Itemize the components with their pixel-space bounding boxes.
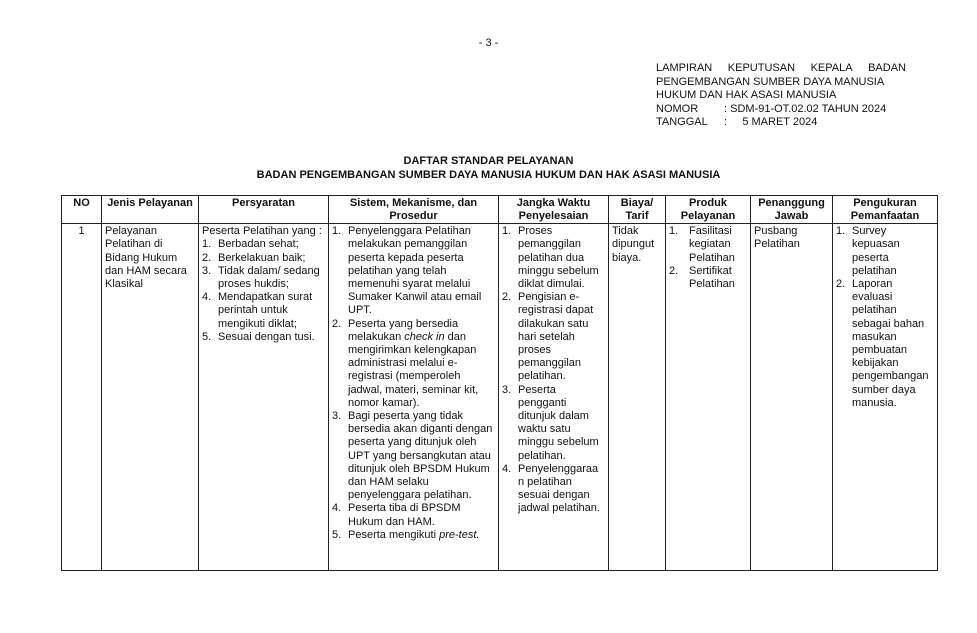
list-item: 2. Berkelakuan baik; xyxy=(202,251,306,264)
cell-pengukuran xyxy=(833,224,938,571)
header-penanggung-jawab: Penanggung Jawab xyxy=(751,196,833,224)
header-jenis: Jenis Pelayanan xyxy=(102,196,199,224)
list-item: 3. Peserta pengganti ditunjuk dalam waktu satu minggu sebelum pelatihan. xyxy=(502,383,599,462)
header-produk: Produk Pelayanan xyxy=(666,196,751,224)
header-biaya: Biaya/ Tarif xyxy=(609,196,666,224)
list-item: 5. Peserta mengikuti pre-test. xyxy=(332,528,480,541)
list-item: 4. Peserta tiba di BPSDM Hukum dan HAM. xyxy=(332,502,461,528)
header-no: NO xyxy=(62,196,102,224)
list-item: 1. Berbadan sehat; xyxy=(202,238,299,251)
cell-jenis: Pelayanan Pelatihan di Bidang Hukum dan HAM secara Klasikal xyxy=(102,224,199,571)
pengukuran-list xyxy=(836,225,934,410)
list-item: 1. Survey kepuasan peserta pelatihan xyxy=(836,225,900,277)
list-item: 2. Peserta yang bersedia melakukan check in dan mengirimkan kelengkapan administrasi melalui e-registrasi (memperoleh jadwal, materi, seminar kit, nomor kamar). xyxy=(332,317,479,409)
produk-list xyxy=(669,225,747,291)
attachment-header xyxy=(656,62,906,130)
table-row xyxy=(62,224,938,571)
cell-penanggung-jawab: Pusbang Pelatihan xyxy=(751,224,833,571)
list-item: 5. Sesuai dengan tusi. xyxy=(202,330,315,343)
list-item: 1. Fasilitasi kegiatan Pelatihan xyxy=(669,225,735,264)
page-number: - 3 - xyxy=(478,37,499,49)
attachment-line-3: HUKUM DAN HAK ASASI MANUSIA xyxy=(656,89,837,101)
cell-produk xyxy=(666,224,751,571)
attachment-tanggal: TANGGAL : 5 MARET 2024 xyxy=(656,116,818,128)
list-item: 4. Penyelenggaraa n pelatihan sesuai dengan jadwal pelatihan. xyxy=(502,462,600,515)
attachment-nomor: NOMOR : SDM-91-OT.02.02 TAHUN 2024 xyxy=(656,102,887,115)
list-item: 1. Penyelenggara Pelatihan melakukan pemanggilan peserta kepada peserta pelatihan yang telah memenuhi syarat melalui Sumaker Kanwil atau email UPT. xyxy=(332,225,482,317)
cell-prosedur xyxy=(329,224,499,571)
prosedur-list xyxy=(332,225,495,542)
jangka-waktu-list xyxy=(502,225,605,515)
list-item: 2. Pengisian e-registrasi dapat dilakukan satu hari setelah proses pemanggilan pelatihan. xyxy=(502,291,594,383)
cell-persyaratan: Peserta Pelatihan yang : 1. Berbadan sehat; 2. Berkelakuan baik; 3. Tidak dalam/ sedang proses hukdis; 4. Mendapatkan surat perintah untuk mengikuti diklat; 5. Sesuai dengan tusi. xyxy=(199,224,329,571)
header-pengukuran: Pengukuran Pemanfaatan xyxy=(833,196,938,224)
persyaratan-list xyxy=(202,238,325,344)
list-item: 4. Mendapatkan surat perintah untuk mengikuti diklat; xyxy=(202,291,313,330)
attachment-line-1: LAMPIRAN KEPUTUSAN KEPALA BADAN xyxy=(656,62,906,74)
attachment-line-2: PENGEMBANGAN SUMBER DAYA MANUSIA xyxy=(656,75,885,88)
cell-biaya: Tidak dipungut biaya. xyxy=(609,224,666,571)
list-item: 1. Proses pemanggilan pelatihan dua minggu sebelum diklat dimulai. xyxy=(502,225,599,290)
list-item: 2. Laporan evaluasi pelatihan sebagai bahan masukan pembuatan kebijakan pengembangan sumber daya manusia. xyxy=(836,278,929,409)
header-prosedur: Sistem, Mekanisme, dan Prosedur xyxy=(329,196,499,224)
header-persyaratan: Persyaratan xyxy=(199,196,329,224)
cell-no: 1 xyxy=(62,224,102,571)
service-standard-table xyxy=(61,195,938,571)
list-item: 3. Tidak dalam/ sedang proses hukdis; xyxy=(202,264,320,290)
table-header-row xyxy=(62,196,938,224)
document-title: DAFTAR STANDAR PELAYANAN BADAN PENGEMBANGAN SUMBER DAYA MANUSIA HUKUM DAN HAK ASASI MANUSIA xyxy=(256,155,721,181)
cell-jangka-waktu xyxy=(499,224,609,571)
list-item: 3. Bagi peserta yang tidak bersedia akan diganti dengan peserta yang ditunjuk oleh UPT yang bersangkutan atau ditunjuk oleh BPSDM Hukum dan HAM selaku penyelenggara pelatihan. xyxy=(332,410,493,502)
list-item: 2. Sertifikat Pelatihan xyxy=(669,264,735,290)
header-jangka-waktu: Jangka Waktu Penyelesaian xyxy=(499,196,609,224)
